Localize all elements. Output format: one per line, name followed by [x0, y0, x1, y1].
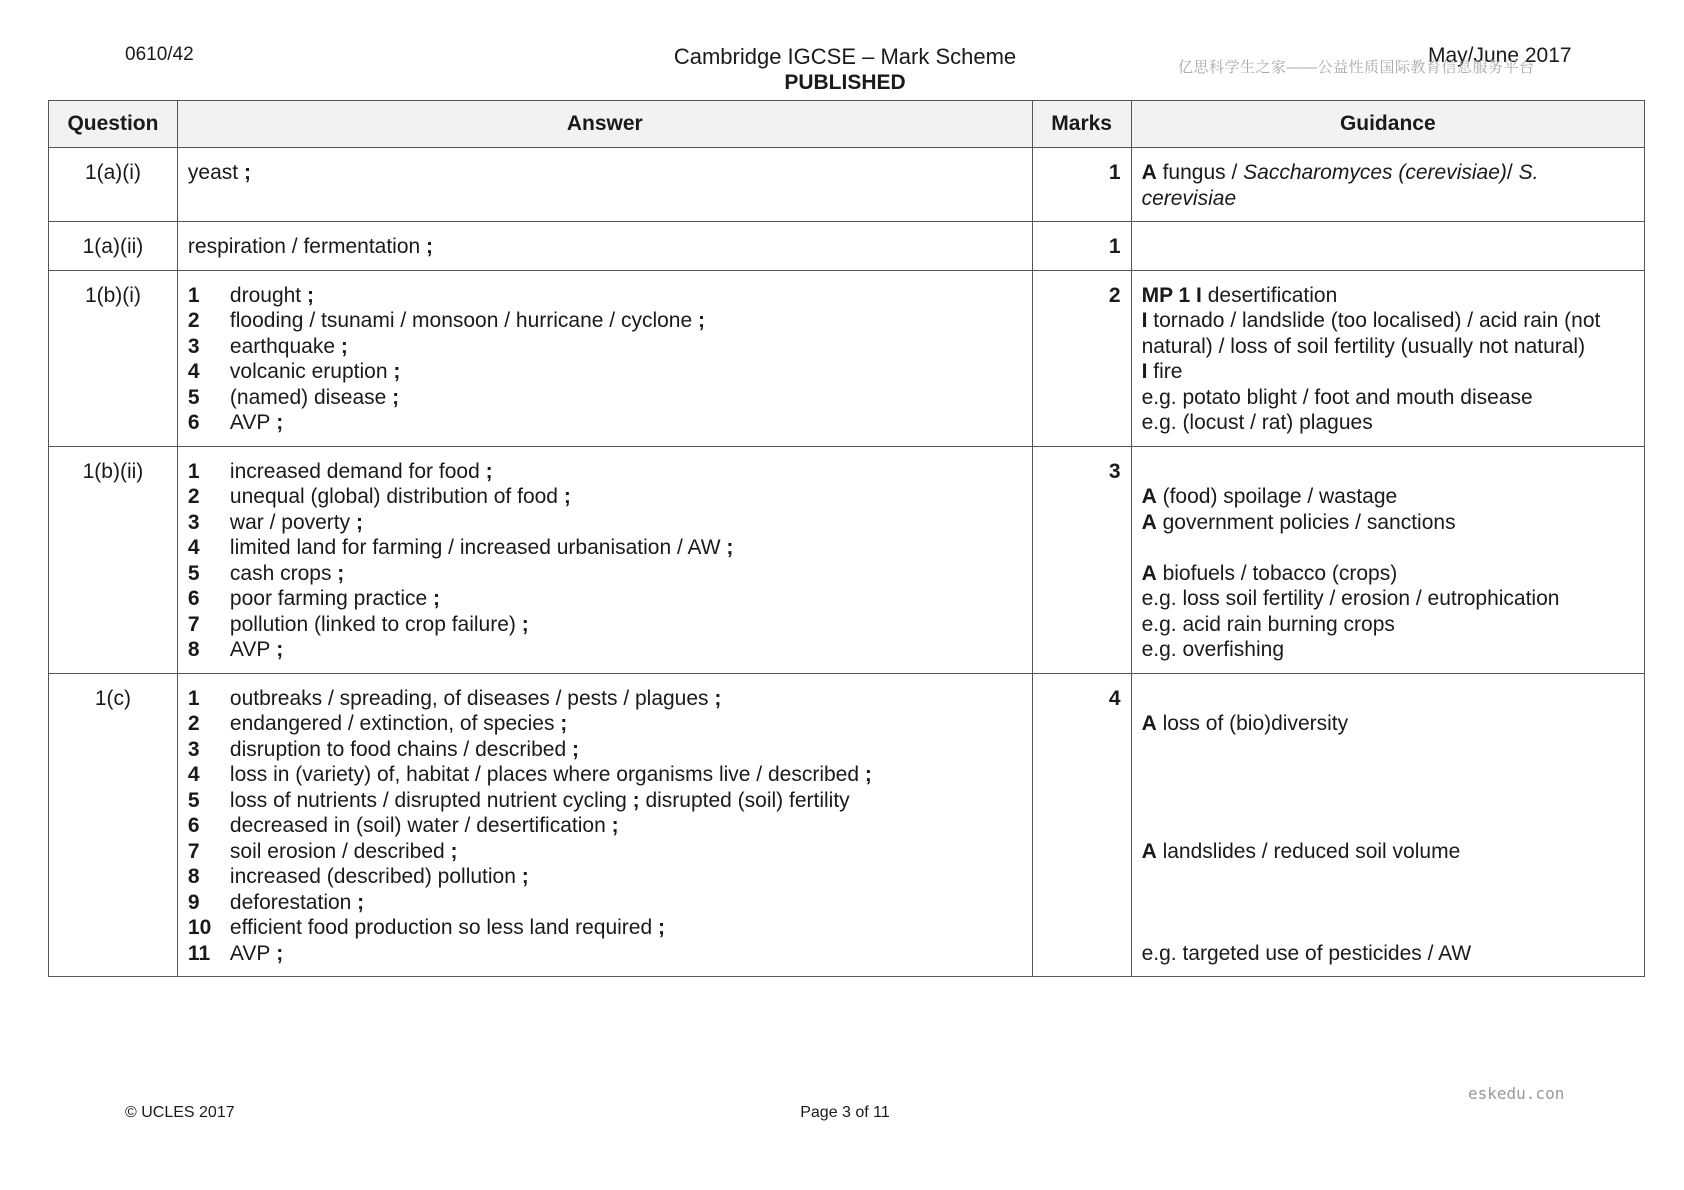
guidance-line — [1142, 308, 1634, 334]
answer-separator: ; — [331, 561, 345, 585]
document-title: Cambridge IGCSE – Mark Scheme — [673, 44, 1017, 69]
guidance-text: loss of (bio)diversity — [1156, 712, 1349, 735]
question-cell: 1(b)(ii) — [49, 446, 178, 673]
answer-point-text: limited land for farming / increased urbanisation / AW — [229, 536, 721, 559]
answer-point-number: 4 — [187, 763, 200, 786]
guidance-text: I — [1141, 360, 1148, 383]
answer-point — [188, 334, 1022, 360]
guidance-line — [1142, 637, 1634, 663]
guidance-cell — [1131, 673, 1644, 977]
guidance-text: e.g. acid rain burning crops — [1141, 612, 1395, 636]
answer-point-number: 5 — [187, 788, 200, 812]
answer-point-number: 3 — [187, 737, 200, 761]
guidance-text: e.g. (locust / rat) plagues — [1141, 411, 1373, 434]
answer-point — [188, 813, 1022, 839]
answer-point-text: endangered / extinction, of species — [229, 712, 555, 735]
paper-code: 0610/42 — [125, 44, 194, 65]
answer-point-text: decreased in (soil) water / desertification — [229, 814, 606, 837]
answer-point — [188, 788, 1022, 814]
answer-separator: ; — [387, 360, 401, 383]
guidance-text: fire — [1147, 360, 1183, 383]
guidance-line — [1142, 762, 1634, 788]
watermark-text: 亿思科学生之家——公益性质国际教育信息服务平台 — [1178, 59, 1535, 76]
answer-separator: ; — [270, 638, 284, 661]
answer-separator: ; — [605, 814, 619, 837]
table-row — [49, 222, 1645, 271]
guidance-text: desertification — [1201, 283, 1338, 307]
question-cell: 1(a)(ii) — [49, 222, 178, 271]
answer-point-number: 3 — [187, 510, 200, 534]
answer-point-text: drought — [229, 283, 302, 307]
watermark-url: eskedu.con — [1468, 1084, 1565, 1103]
guidance-cell — [1131, 446, 1644, 673]
guidance-line — [1142, 711, 1634, 737]
answer-point — [188, 234, 1022, 260]
answer-point — [188, 283, 1022, 309]
answer-point — [188, 637, 1022, 663]
answer-point-number: 11 — [187, 941, 211, 965]
guidance-text: A — [1141, 839, 1157, 863]
answer-point — [188, 561, 1022, 587]
guidance-text: fungus / — [1156, 161, 1244, 184]
guidance-text: landslides / reduced soil volume — [1156, 839, 1461, 863]
guidance-line — [1142, 737, 1634, 763]
guidance-text: MP 1 I — [1141, 283, 1202, 307]
guidance-text: Saccharomyces (cerevisiae) — [1243, 161, 1507, 184]
answer-point-text: increased demand for food — [229, 459, 480, 483]
answer-point-number: 7 — [187, 612, 200, 636]
answer-point-text: pollution (linked to crop failure) — [229, 612, 516, 636]
guidance-line — [1142, 941, 1634, 967]
guidance-text: I — [1141, 309, 1148, 332]
answer-separator: ; — [270, 411, 284, 434]
answer-point-number: 6 — [187, 411, 200, 434]
guidance-line — [1142, 915, 1634, 941]
guidance-line — [1142, 561, 1634, 587]
question-cell: 1(a)(i) — [49, 148, 178, 222]
table-header-row — [49, 101, 1645, 148]
answer-point-text: poor farming practice — [229, 587, 428, 610]
answer-point-text: AVP — [229, 941, 271, 965]
column-header-answer: Answer — [177, 101, 1032, 148]
answer-separator: ; — [350, 510, 363, 534]
guidance-line — [1142, 186, 1634, 212]
answer-point-text: soil erosion / described — [229, 839, 445, 863]
answer-separator: ; — [420, 235, 434, 258]
guidance-text: (food) spoilage / wastage — [1156, 485, 1398, 508]
answer-separator: ; — [652, 916, 665, 939]
answer-separator: ; — [557, 485, 571, 508]
answer-point-text: AVP — [229, 638, 271, 661]
answer-point-text: yeast — [187, 161, 239, 184]
column-header-marks: Marks — [1032, 101, 1131, 148]
guidance-text: / — [1506, 161, 1519, 184]
copyright: © UCLES 2017 — [125, 1104, 235, 1121]
guidance-text: A — [1141, 510, 1157, 534]
answer-point-number: 1 — [187, 686, 200, 710]
guidance-line — [1142, 459, 1634, 485]
guidance-text: biofuels / tobacco (crops) — [1156, 561, 1398, 585]
answer-point-text: cash crops — [229, 561, 332, 585]
question-cell: 1(b)(i) — [49, 270, 178, 446]
answer-point — [188, 762, 1022, 788]
answer-separator: ; — [515, 865, 529, 888]
answer-cell — [177, 222, 1032, 271]
answer-separator: ; — [708, 686, 722, 710]
guidance-text: A — [1141, 712, 1157, 735]
answer-separator: ; — [351, 890, 365, 914]
guidance-text: e.g. overfishing — [1141, 638, 1284, 661]
guidance-cell — [1131, 222, 1644, 271]
answer-point-number: 3 — [187, 334, 200, 358]
answer-separator: ; — [238, 161, 251, 184]
marks-cell: 1 — [1032, 148, 1131, 222]
answer-cell — [177, 148, 1032, 222]
guidance-line — [1142, 385, 1634, 411]
answer-point — [188, 839, 1022, 865]
guidance-line — [1142, 839, 1634, 865]
answer-point-text: respiration / fermentation — [187, 235, 421, 258]
guidance-text: e.g. loss soil fertility / erosion / eutrophication — [1141, 587, 1560, 610]
answer-point — [188, 484, 1022, 510]
answer-point — [188, 308, 1022, 334]
answer-point-text: disruption to food chains / described — [229, 737, 567, 761]
guidance-line — [1142, 334, 1634, 360]
answer-separator: ; — [386, 385, 400, 409]
answer-point-number: 4 — [187, 536, 200, 559]
guidance-cell — [1131, 148, 1644, 222]
answer-point-text: outbreaks / spreading, of diseases / pests / plagues — [229, 686, 709, 710]
answer-point-number: 2 — [187, 712, 200, 735]
answer-cell — [177, 446, 1032, 673]
column-header-question: Question — [49, 101, 178, 148]
answer-separator: ; — [444, 839, 458, 863]
answer-point — [188, 359, 1022, 385]
answer-point-number: 5 — [187, 561, 200, 585]
guidance-text: A — [1141, 161, 1157, 184]
guidance-line — [1142, 686, 1634, 712]
marks-cell: 3 — [1032, 446, 1131, 673]
answer-cell — [177, 673, 1032, 977]
answer-point-text: earthquake — [229, 334, 336, 358]
guidance-line — [1142, 535, 1634, 561]
answer-separator: ; — [515, 612, 529, 636]
guidance-line — [1142, 510, 1634, 536]
guidance-text: S. — [1518, 161, 1539, 184]
answer-point-number: 2 — [187, 309, 200, 332]
answer-point-text: (named) disease — [229, 385, 387, 409]
guidance-text: A — [1141, 485, 1157, 508]
answer-point-text: unequal (global) distribution of food — [229, 485, 558, 508]
guidance-text: tornado / landslide (too localised) / acid rain (not — [1147, 309, 1601, 332]
answer-separator: ; — [566, 737, 579, 761]
answer-point-text: war / poverty — [229, 510, 351, 534]
answer-point — [188, 711, 1022, 737]
table-row — [49, 148, 1645, 222]
guidance-line — [1142, 890, 1634, 916]
answer-separator: ; — [301, 283, 314, 307]
column-header-guidance: Guidance — [1131, 101, 1644, 148]
guidance-line — [1142, 283, 1634, 309]
answer-cell — [177, 270, 1032, 446]
answer-point-number: 6 — [187, 587, 200, 610]
table-row — [49, 673, 1645, 977]
answer-separator: ; — [720, 536, 734, 559]
exam-session: May/June 2017 — [1428, 44, 1572, 67]
answer-point — [188, 941, 1022, 967]
answer-point-number: 9 — [187, 890, 200, 914]
answer-point — [188, 915, 1022, 941]
question-cell: 1(c) — [49, 673, 178, 977]
answer-point-number: 5 — [187, 385, 200, 409]
guidance-text: e.g. targeted use of pesticides / AW — [1141, 941, 1472, 965]
answer-point-number: 7 — [187, 839, 200, 863]
answer-point-text: loss in (variety) of, habitat / places where organisms live / described — [229, 763, 860, 786]
mark-scheme-table — [48, 100, 1645, 977]
answer-point — [188, 385, 1022, 411]
table-row — [49, 446, 1645, 673]
answer-point-extra: disrupted (soil) fertility — [639, 788, 850, 812]
guidance-line — [1142, 586, 1634, 612]
guidance-line — [1142, 813, 1634, 839]
guidance-line — [1142, 160, 1634, 186]
answer-point-number: 10 — [187, 916, 212, 939]
answer-point-text: deforestation — [229, 890, 352, 914]
page-number: Page 3 of 11 — [800, 1104, 890, 1121]
guidance-line — [1142, 864, 1634, 890]
answer-point — [188, 459, 1022, 485]
guidance-line — [1142, 788, 1634, 814]
guidance-text: cerevisiae — [1141, 186, 1237, 210]
marks-cell: 1 — [1032, 222, 1131, 271]
answer-separator: ; — [335, 334, 348, 358]
guidance-text: government policies / sanctions — [1156, 510, 1456, 534]
answer-point-number: 8 — [187, 865, 200, 888]
answer-point-text: increased (described) pollution — [229, 865, 516, 888]
answer-separator: ; — [554, 712, 568, 735]
guidance-text: A — [1141, 561, 1157, 585]
answer-point-number: 1 — [187, 283, 200, 307]
guidance-text: e.g. potato blight / foot and mouth disease — [1141, 385, 1533, 409]
answer-point-number: 1 — [187, 459, 200, 483]
guidance-line — [1142, 484, 1634, 510]
answer-point — [188, 612, 1022, 638]
answer-point-text: loss of nutrients / disrupted nutrient cycling — [229, 788, 627, 812]
answer-separator: ; — [270, 941, 284, 965]
marks-cell: 2 — [1032, 270, 1131, 446]
answer-separator: ; — [427, 587, 441, 610]
answer-point — [188, 864, 1022, 890]
answer-point — [188, 890, 1022, 916]
answer-point-text: efficient food production so less land required — [229, 916, 653, 939]
answer-point-number: 4 — [187, 360, 200, 383]
answer-point-text: AVP — [229, 411, 271, 434]
table-row — [49, 270, 1645, 446]
guidance-cell — [1131, 270, 1644, 446]
answer-point — [188, 535, 1022, 561]
published-label: PUBLISHED — [784, 71, 906, 94]
answer-point-number: 6 — [187, 814, 200, 837]
answer-point — [188, 510, 1022, 536]
marks-cell: 4 — [1032, 673, 1131, 977]
answer-separator: ; — [859, 763, 872, 786]
answer-point — [188, 160, 1022, 186]
answer-point-number: 8 — [187, 638, 200, 661]
answer-separator: ; — [479, 459, 493, 483]
guidance-line — [1142, 410, 1634, 436]
answer-point-text: volcanic eruption — [229, 360, 388, 383]
answer-point — [188, 410, 1022, 436]
answer-point-text: flooding / tsunami / monsoon / hurricane / cyclone — [229, 309, 693, 332]
answer-point — [188, 737, 1022, 763]
answer-point — [188, 586, 1022, 612]
guidance-text: natural) / loss of soil fertility (usually not natural) — [1141, 334, 1586, 358]
guidance-line — [1142, 359, 1634, 385]
answer-point — [188, 686, 1022, 712]
guidance-line — [1142, 612, 1634, 638]
answer-separator: ; — [626, 788, 640, 812]
table-body — [49, 148, 1645, 977]
answer-point-number: 2 — [187, 485, 200, 508]
answer-separator: ; — [692, 309, 705, 332]
